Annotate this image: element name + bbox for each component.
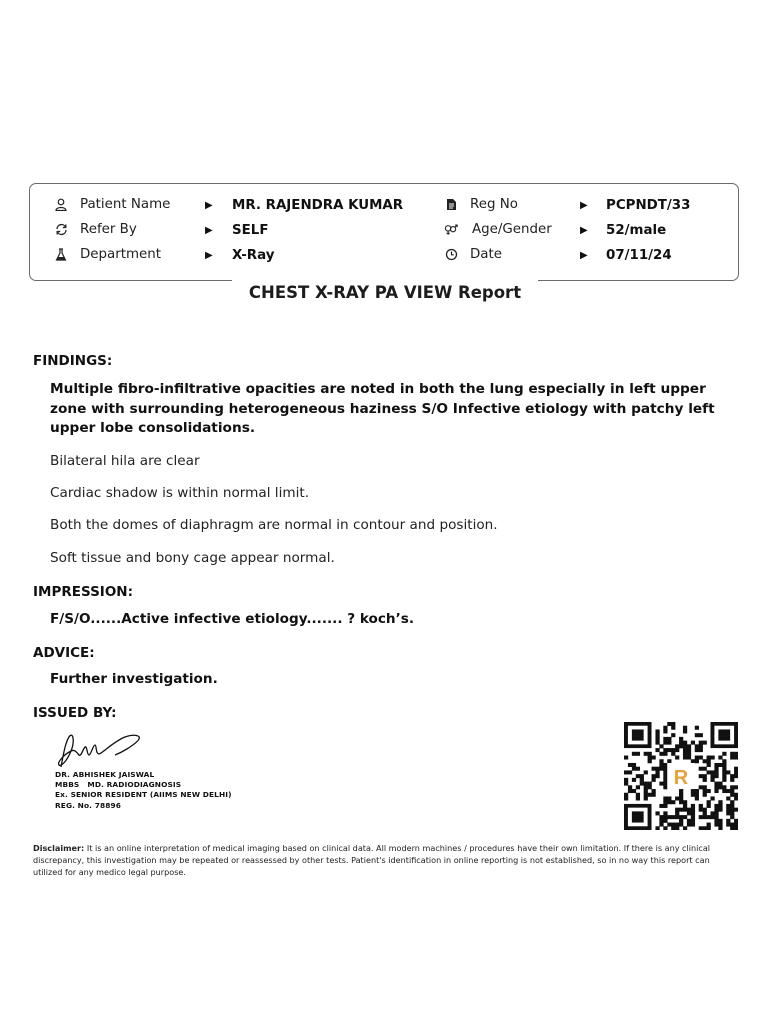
reg-no-label: Reg No xyxy=(470,197,518,212)
triangle-right-icon: ▶ xyxy=(205,250,213,261)
date-value: 07/11/24 xyxy=(606,248,672,263)
refer-by-label: Refer By xyxy=(80,222,137,237)
finding-hila: Bilateral hila are clear xyxy=(50,453,200,469)
doctor-name: DR. ABHISHEK JAISWAL xyxy=(55,770,155,779)
finding-cardiac: Cardiac shadow is within normal limit. xyxy=(50,485,310,501)
age-gender-value: 52/male xyxy=(606,223,667,238)
gender-icon xyxy=(444,223,458,237)
reg-no-field xyxy=(444,197,518,212)
advice-text: Further investigation. xyxy=(50,671,218,687)
issued-by-heading: ISSUED BY: xyxy=(33,705,117,721)
doctor-degree-2: MD. RADIODIAGNOSIS xyxy=(87,780,182,790)
disclaimer xyxy=(33,842,738,878)
triangle-right-icon: ▶ xyxy=(580,225,588,236)
doctor-degree-1: MBBS xyxy=(55,780,80,790)
age-gender-label: Age/Gender xyxy=(472,222,552,237)
qr-logo-letter: R xyxy=(673,766,689,789)
findings-main: Multiple fibro-infiltrative opacities are noted in both the lung especially in left upper zone with surrounding heterogeneous haziness S/O Infective etiology with patchy left upper lobe consolidations. xyxy=(50,381,715,436)
triangle-right-icon: ▶ xyxy=(580,200,588,211)
refer-by-value: SELF xyxy=(232,223,269,238)
qr-code[interactable] xyxy=(624,722,738,830)
department-value: X-Ray xyxy=(232,248,275,263)
date-label: Date xyxy=(470,247,503,262)
finding-diaphragm: Both the domes of diaphragm are normal in contour and position. xyxy=(50,517,498,533)
report-title: CHEST X-RAY PA VIEW Report xyxy=(248,282,522,302)
age-gender-field xyxy=(444,222,552,237)
doctor-signature xyxy=(55,729,145,771)
findings-heading: FINDINGS: xyxy=(33,353,113,369)
impression-heading: IMPRESSION: xyxy=(33,584,134,600)
triangle-right-icon: ▶ xyxy=(205,200,213,211)
refresh-icon xyxy=(54,223,68,237)
department-field xyxy=(54,247,161,262)
patient-name-value: MR. RAJENDRA KUMAR xyxy=(232,198,404,213)
doctor-details xyxy=(55,770,232,811)
flask-icon xyxy=(54,248,68,262)
impression-text: F/S/O......Active infective etiology....... ? koch’s. xyxy=(50,611,415,627)
patient-name-field xyxy=(54,197,170,212)
advice-heading: ADVICE: xyxy=(33,645,95,661)
clock-icon xyxy=(444,248,458,262)
reg-no-value: PCPNDT/33 xyxy=(606,198,691,213)
department-label: Department xyxy=(80,247,162,262)
date-field xyxy=(444,247,502,262)
disclaimer-label: Disclaimer: xyxy=(33,843,85,853)
doctor-reg: REG. No. 78896 xyxy=(55,800,121,810)
patient-name-label: Patient Name xyxy=(80,197,171,212)
document-icon xyxy=(444,198,458,212)
doctor-degrees xyxy=(55,780,232,790)
doctor-position: Ex. SENIOR RESIDENT (AIIMS NEW DELHI) xyxy=(55,790,232,800)
triangle-right-icon: ▶ xyxy=(580,250,588,261)
user-icon xyxy=(54,198,68,212)
disclaimer-text: It is an online interpretation of medical imaging based on clinical data. All modern machines / procedures have their own limitation. If there is any clinical discrepancy, this investigation may be repeated or reassessed by other tests. Patient's identification in online reporting is not established, so in no way this report can utilized for any medico legal purpose. xyxy=(33,843,711,877)
finding-soft-tissue: Soft tissue and bony cage appear normal. xyxy=(50,550,335,566)
qr-code-graphic xyxy=(624,722,738,830)
patient-info-box xyxy=(29,183,739,281)
refer-by-field xyxy=(54,222,137,237)
triangle-right-icon: ▶ xyxy=(205,225,213,236)
report-title-wrap xyxy=(232,272,538,312)
